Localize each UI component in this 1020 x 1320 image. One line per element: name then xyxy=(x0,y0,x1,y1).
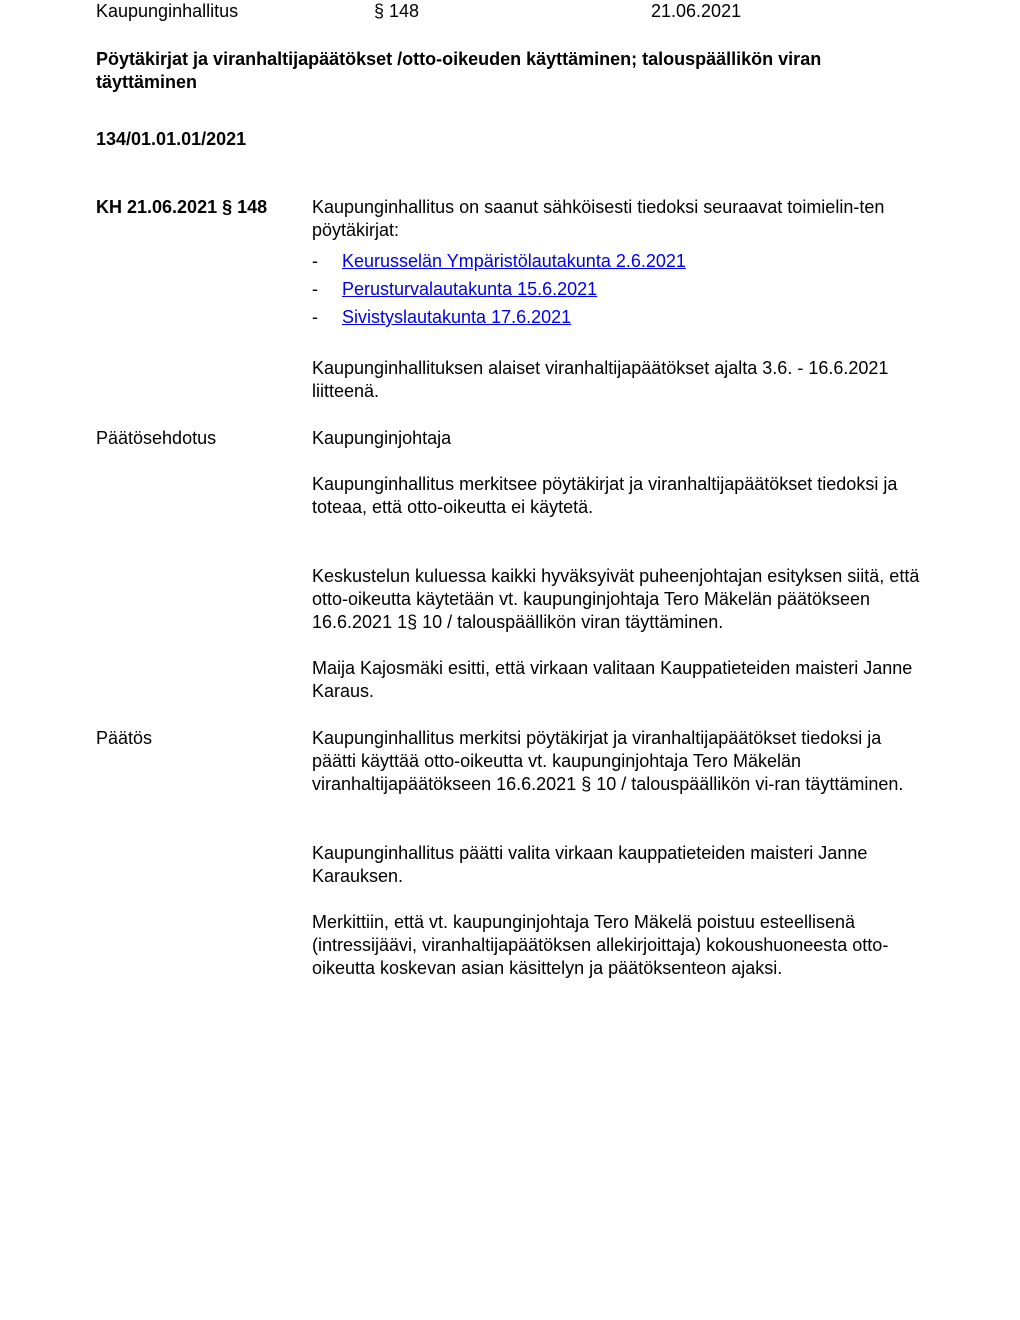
decision-label: Päätös xyxy=(96,728,153,748)
section-number: § 148 xyxy=(374,1,420,21)
proposer-name: Kaupunginjohtaja xyxy=(312,428,452,448)
proposal-text: Kaupunginhallitus merkitsee pöytäkirjat ja viranhaltijapäätökset tiedoksi ja toteaa, että otto-oikeutta ei käytetä. xyxy=(312,474,898,517)
link-sivistyslautakunta[interactable]: Sivistyslautakunta 17.6.2021 xyxy=(342,307,572,327)
kh-intro-text: Kaupunginhallitus on saanut sähköisesti tiedoksi seuraavat toimielin-ten pöytäkirjat: xyxy=(312,197,885,240)
officials-decisions-text: Kaupunginhallituksen alaiset viranhaltijapäätökset ajalta 3.6. - 16.6.2021 liitteenä. xyxy=(312,358,889,401)
list-item xyxy=(312,278,686,306)
kh-section-label: KH 21.06.2021 § 148 xyxy=(96,197,268,217)
document-title: Pöytäkirjat ja viranhaltijapäätökset /otto-oikeuden käyttäminen; talouspäällikön viran täyttäminen xyxy=(96,49,822,92)
document-header xyxy=(96,0,956,23)
decision-text-1: Kaupunginhallitus merkitsi pöytäkirjat ja viranhaltijapäätökset tiedoksi ja päätti käyttää otto-oikeutta vt. kaupunginjohtaja Tero Mäkelän viranhaltijapäätökseen 16.6.2021 § 10 / talouspäällikön vi-ran täyttäminen. xyxy=(312,728,904,794)
list-item xyxy=(312,250,686,278)
organization-name: Kaupunginhallitus xyxy=(96,1,239,21)
motion-text: Maija Kajosmäki esitti, että virkaan valitaan Kauppatieteiden maisteri Janne Karaus. xyxy=(312,658,913,701)
link-ymparistolautakunta[interactable]: Keurusselän Ympäristölautakunta 2.6.2021 xyxy=(342,251,686,271)
discussion-text: Keskustelun kuluessa kaikki hyväksyivät puheenjohtajan esityksen siitä, että otto-oikeutta käytetään vt. kaupunginjohtaja Tero Mäkelän päätökseen 16.6.2021 1§ 10 / talouspäällikön viran täyttäminen. xyxy=(312,566,920,632)
link-perusturvalautakunta[interactable]: Perusturvalautakunta 15.6.2021 xyxy=(342,279,598,299)
list-dash: - xyxy=(312,251,318,271)
list-dash: - xyxy=(312,307,318,327)
minutes-link-list xyxy=(312,250,686,334)
list-item xyxy=(312,306,686,334)
decision-text-2: Kaupunginhallitus päätti valita virkaan kauppatieteiden maisteri Janne Karauksen. xyxy=(312,843,868,886)
document-number: 134/01.01.01/2021 xyxy=(96,129,247,149)
meeting-date: 21.06.2021 xyxy=(651,1,742,21)
decision-text-3: Merkittiin, että vt. kaupunginjohtaja Tero Mäkelä poistuu esteellisenä (intressijäävi, viranhaltijapäätöksen allekirjoittaja) kokoushuoneesta otto-oikeutta koskevan asian käsittelyn ja päätöksenteon ajaksi. xyxy=(312,912,889,978)
proposal-label: Päätösehdotus xyxy=(96,428,217,448)
list-dash: - xyxy=(312,279,318,299)
